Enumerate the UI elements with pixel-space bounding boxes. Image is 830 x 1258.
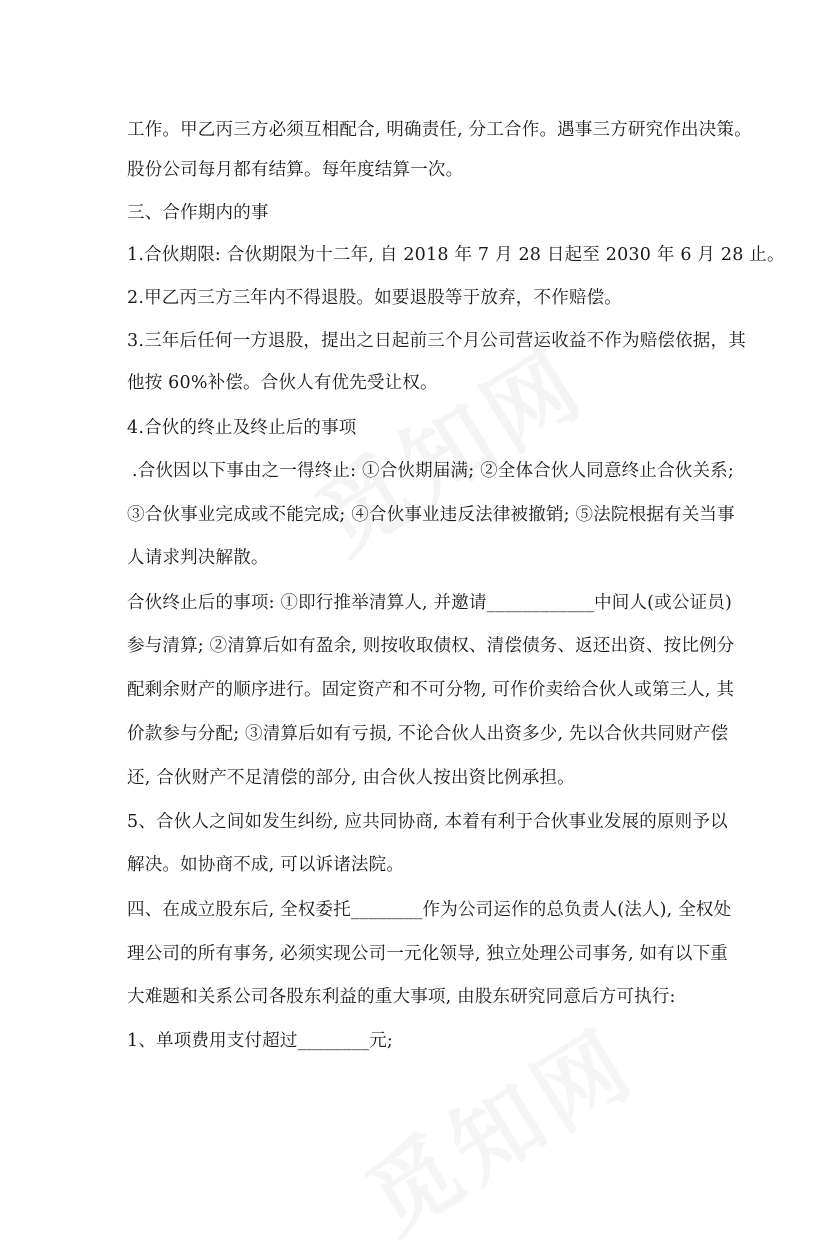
paragraph-line: 股份公司每月都有结算。每年度结算一次。 [127, 160, 464, 180]
paragraph-line: 1.合伙期限: 合伙期限为十二年, 自 2018 年 7 月 28 日起至 2030 年 6 月 28 止。 [127, 245, 785, 265]
paragraph-line: 4.合伙的终止及终止后的事项 [127, 418, 357, 438]
paragraph-line: 3.三年后任何一方退股，提出之日起前三个月公司营运收益不作为赔偿依据，其 [127, 331, 746, 351]
paragraph-line: ③合伙事业完成或不能完成; ④合伙事业违反法律被撤销; ⑤法院根据有关当事 [127, 505, 735, 525]
paragraph-line: 四、在成立股东后, 全权委托________作为公司运作的总负责人(法人), 全权处 [127, 900, 732, 920]
paragraph-line: 人请求判决解散。 [127, 548, 269, 568]
paragraph-line: 还, 合伙财产不足清偿的部分, 由合伙人按出资比例承担。 [127, 768, 575, 788]
paragraph-line: .合伙因以下事由之一得终止: ①合伙期届满; ②全体合伙人同意终止合伙关系; [132, 461, 734, 481]
section-heading: 三、合作期内的事 [127, 203, 269, 223]
paragraph-line: 1、单项费用支付超过________元; [127, 1031, 394, 1051]
paragraph-line: 解决。如协商不成, 可以诉诸法院。 [127, 855, 405, 875]
paragraph-line: 理公司的所有事务, 必须实现公司一元化领导, 独立处理公司事务, 如有以下重 [127, 944, 728, 964]
paragraph-line: 大难题和关系公司各股东利益的重大事项, 由股东研究同意后方可执行: [127, 987, 676, 1007]
paragraph-line: 合伙终止后的事项: ①即行推举清算人, 并邀请____________中间人(或公证员) [127, 593, 733, 613]
paragraph-line: 5、合伙人之间如发生纠纷, 应共同协商, 本着有利于合伙事业发展的原则予以 [127, 812, 728, 832]
paragraph-line: 配剩余财产的顺序进行。固定资产和不可分物, 可作价卖给合伙人或第三人, 其 [127, 680, 735, 700]
paragraph-line: 他按 60%补偿。合伙人有优先受让权。 [127, 373, 438, 393]
paragraph-line: 参与清算; ②清算后如有盈余, 则按收取债权、清偿债务、返还出资、按比例分 [127, 636, 735, 656]
paragraph-line: 2.甲乙丙三方三年内不得退股。如要退股等于放弃，不作赔偿。 [127, 288, 622, 308]
paragraph-line: 价款参与分配; ③清算后如有亏损, 不论合伙人出资多少, 先以合伙共同财产偿 [127, 724, 729, 744]
paragraph-line: 工作。甲乙丙三方必须互相配合, 明确责任, 分工合作。遇事三方研究作出决策。 [127, 120, 752, 140]
